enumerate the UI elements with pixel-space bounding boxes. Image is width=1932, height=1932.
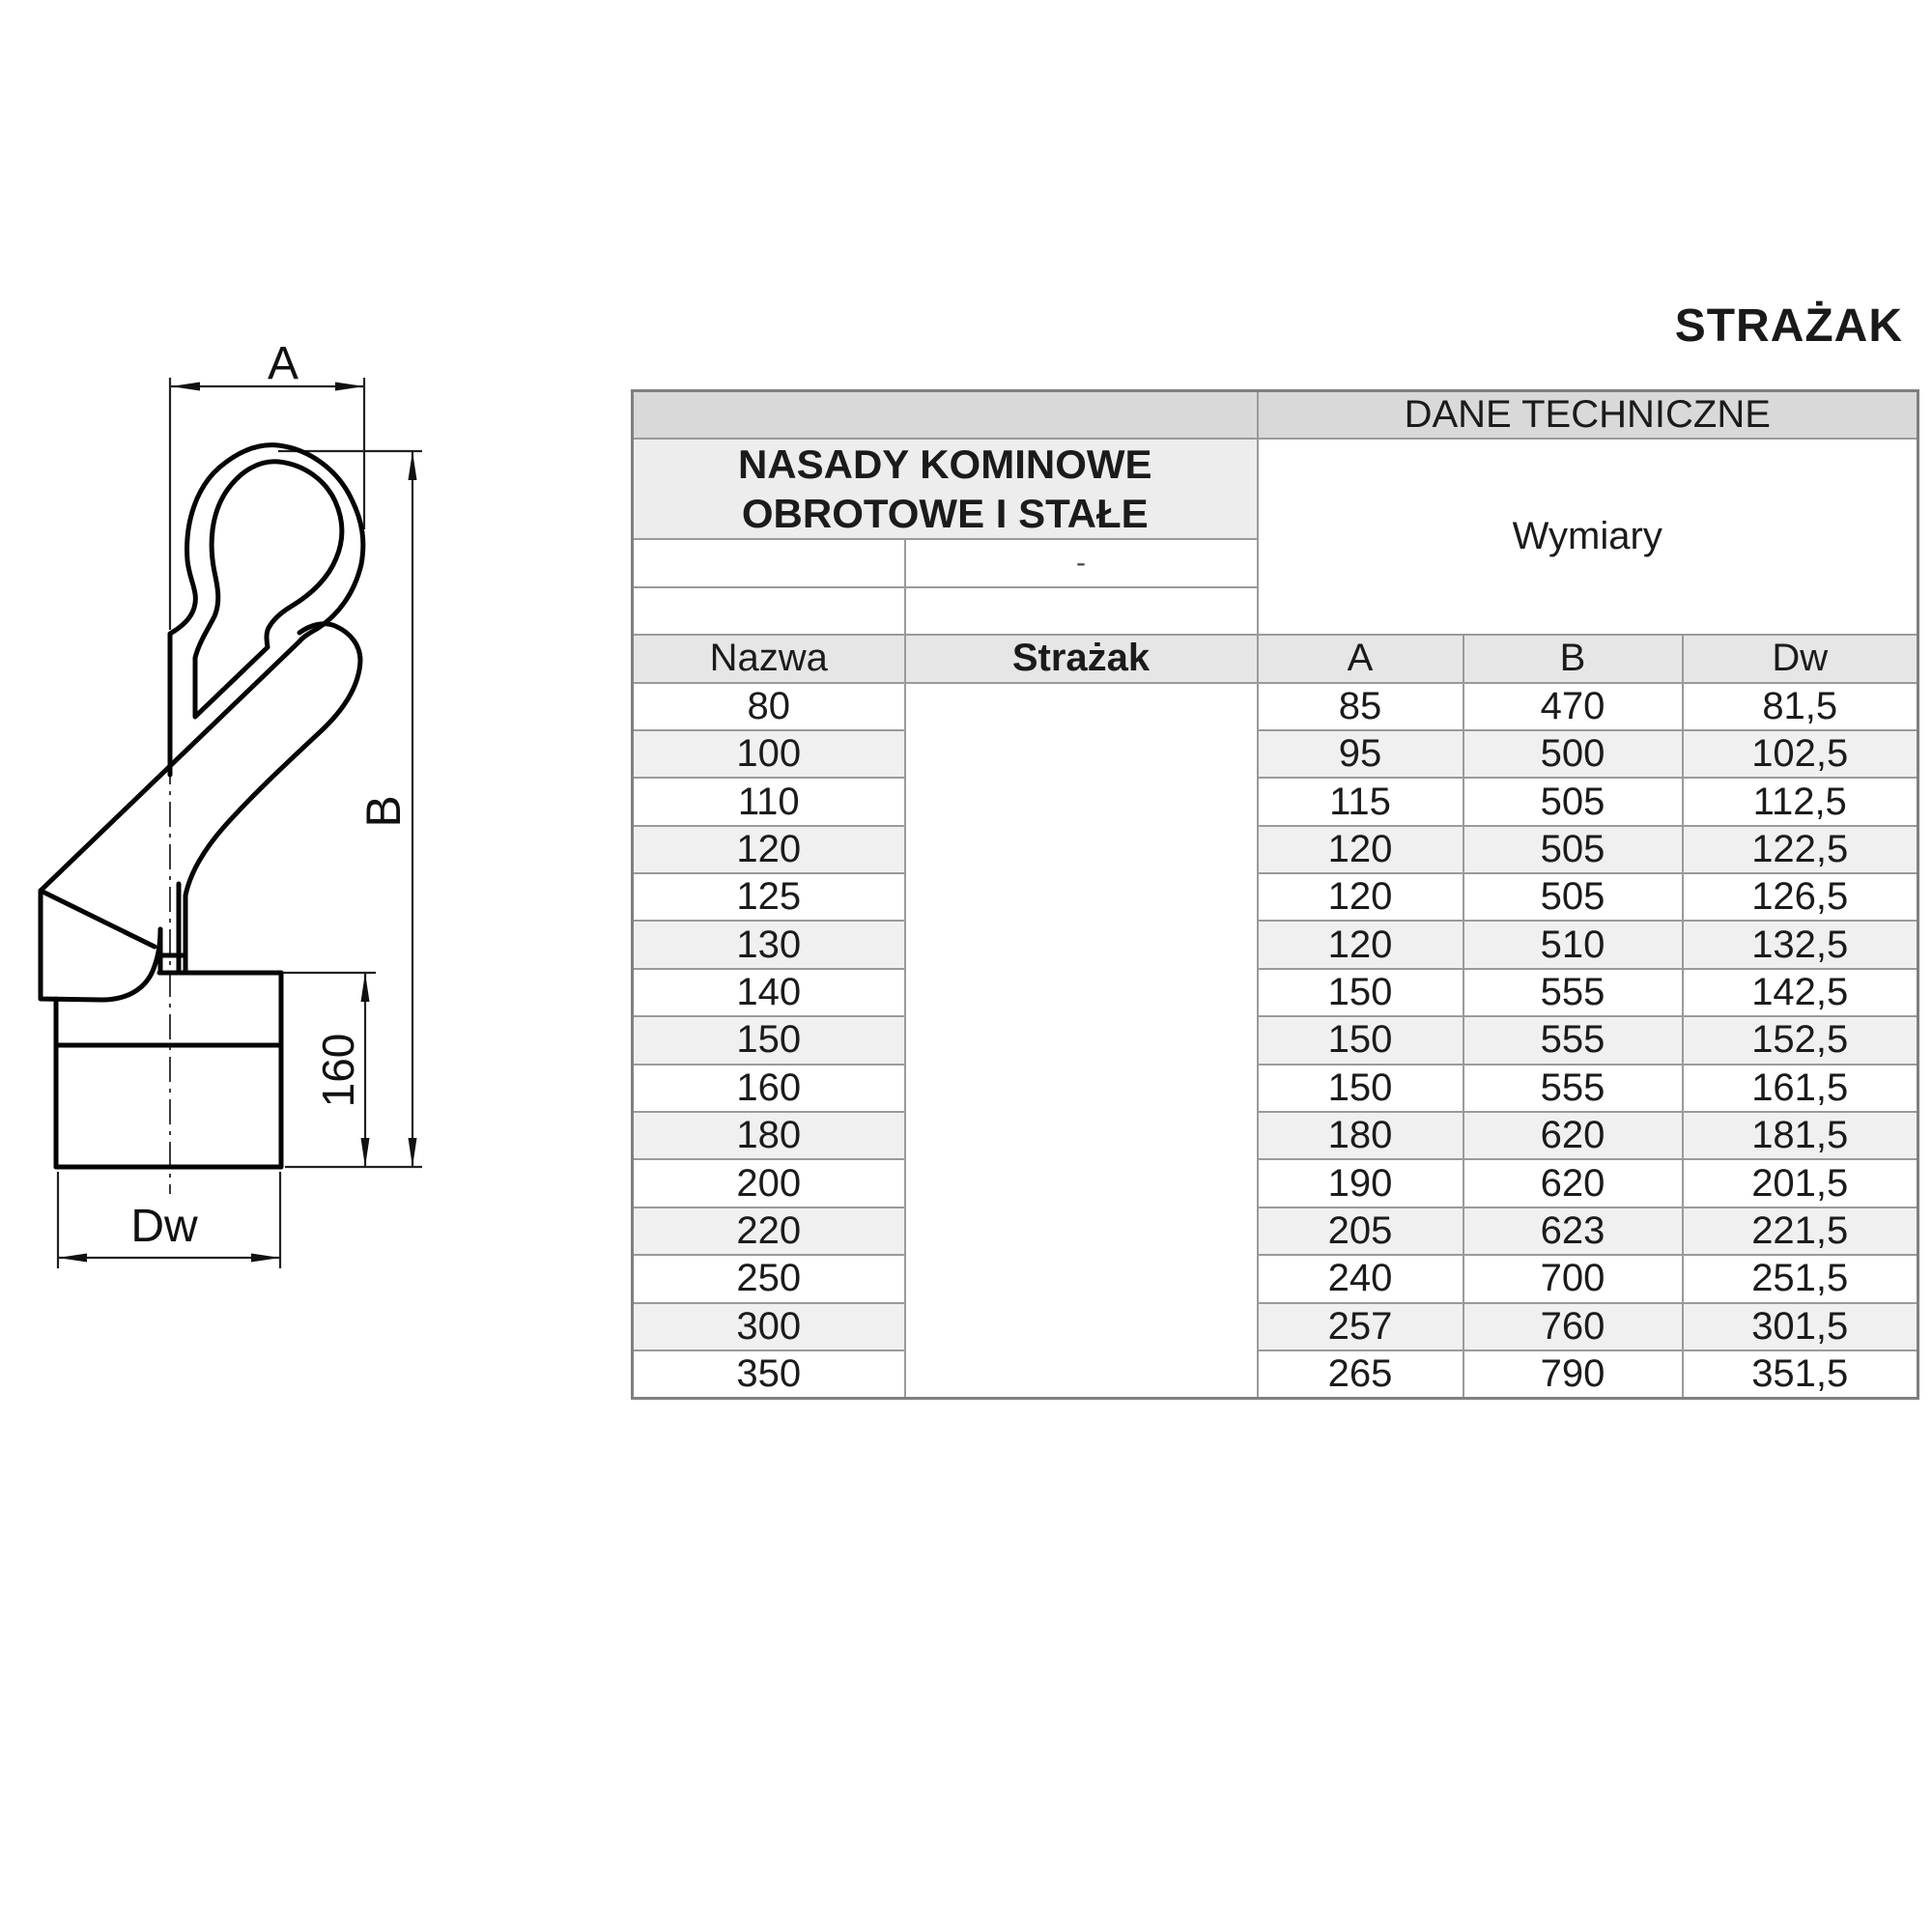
empty-cell xyxy=(905,587,1258,635)
cell-nazwa: 200 xyxy=(633,1159,905,1207)
cell-nazwa: 300 xyxy=(633,1303,905,1350)
cell-nazwa: 120 xyxy=(633,826,905,873)
cell-a: 240 xyxy=(1258,1255,1463,1302)
wymiary-cell: Wymiary xyxy=(1258,439,1918,635)
product-group-line1: NASADY KOMINOWE xyxy=(737,440,1152,487)
dash-cell: - xyxy=(905,539,1258,586)
table-row-group xyxy=(633,439,1918,539)
product-group-cell xyxy=(633,439,1258,539)
cell-b: 760 xyxy=(1463,1303,1683,1350)
cell-a: 257 xyxy=(1258,1303,1463,1350)
dane-techniczne-cell: DANE TECHNICZNE xyxy=(1258,391,1918,439)
cell-dw: 126,5 xyxy=(1683,873,1918,921)
dim-label-dw: Dw xyxy=(130,1201,198,1252)
col-header-nazwa: Nazwa xyxy=(633,635,905,682)
table-row xyxy=(633,730,1918,778)
cell-nazwa: 350 xyxy=(633,1350,905,1398)
cell-b: 790 xyxy=(1463,1350,1683,1398)
spec-table xyxy=(631,389,1919,1400)
dim-label-a: A xyxy=(267,338,299,389)
cell-b: 510 xyxy=(1463,921,1683,968)
cell-b: 500 xyxy=(1463,730,1683,778)
cell-a: 180 xyxy=(1258,1112,1463,1159)
cell-a: 205 xyxy=(1258,1208,1463,1255)
cell-dw: 132,5 xyxy=(1683,921,1918,968)
cell-nazwa: 250 xyxy=(633,1255,905,1302)
cell-dw: 251,5 xyxy=(1683,1255,1918,1302)
dim-label-160: 160 xyxy=(313,1033,363,1108)
cell-nazwa: 125 xyxy=(633,873,905,921)
cell-a: 85 xyxy=(1258,683,1463,730)
cell-a: 150 xyxy=(1258,1016,1463,1064)
cell-a: 190 xyxy=(1258,1159,1463,1207)
cell-nazwa: 180 xyxy=(633,1112,905,1159)
page-title: STRAŻAK xyxy=(1674,300,1903,352)
table-row xyxy=(633,1350,1918,1398)
cell-b: 620 xyxy=(1463,1159,1683,1207)
cell-dw: 301,5 xyxy=(1683,1303,1918,1350)
col-header-b: B xyxy=(1463,635,1683,682)
cell-nazwa: 160 xyxy=(633,1065,905,1112)
table-row xyxy=(633,921,1918,968)
table-row-colhead xyxy=(633,635,1918,682)
cell-nazwa: 140 xyxy=(633,969,905,1016)
cell-dw: 81,5 xyxy=(1683,683,1918,730)
cell-nazwa: 150 xyxy=(633,1016,905,1064)
table-row xyxy=(633,1303,1918,1350)
cell-a: 265 xyxy=(1258,1350,1463,1398)
cell-b: 623 xyxy=(1463,1208,1683,1255)
table-row xyxy=(633,1112,1918,1159)
table-row xyxy=(633,969,1918,1016)
table-row-top xyxy=(633,391,1918,439)
cell-a: 120 xyxy=(1258,826,1463,873)
cell-a: 150 xyxy=(1258,1065,1463,1112)
cell-dw: 142,5 xyxy=(1683,969,1918,1016)
cell-b: 505 xyxy=(1463,826,1683,873)
product-column-span-cell xyxy=(905,683,1258,1399)
cell-dw: 122,5 xyxy=(1683,826,1918,873)
cell-a: 115 xyxy=(1258,778,1463,825)
col-header-a: A xyxy=(1258,635,1463,682)
cell-nazwa: 130 xyxy=(633,921,905,968)
table-row xyxy=(633,1208,1918,1255)
cell-dw: 112,5 xyxy=(1683,778,1918,825)
cell-b: 555 xyxy=(1463,969,1683,1016)
table-row xyxy=(633,1016,1918,1064)
cell-b: 470 xyxy=(1463,683,1683,730)
empty-cell xyxy=(633,539,905,586)
cell-nazwa: 80 xyxy=(633,683,905,730)
table-row xyxy=(633,1159,1918,1207)
product-group-line2: OBROTOWE I STAŁE xyxy=(741,491,1149,537)
cell-dw: 161,5 xyxy=(1683,1065,1918,1112)
col-header-product: Strażak xyxy=(905,635,1258,682)
cell-b: 700 xyxy=(1463,1255,1683,1302)
table-row xyxy=(633,778,1918,825)
col-header-dw: Dw xyxy=(1683,635,1918,682)
cell-a: 120 xyxy=(1258,873,1463,921)
cell-b: 555 xyxy=(1463,1016,1683,1064)
table-data-rows xyxy=(633,683,1918,1399)
cell-nazwa: 220 xyxy=(633,1208,905,1255)
cell-a: 120 xyxy=(1258,921,1463,968)
table-row xyxy=(633,683,1918,730)
table-header-rows xyxy=(633,391,1918,683)
cell-dw: 351,5 xyxy=(1683,1350,1918,1398)
cell-a: 150 xyxy=(1258,969,1463,1016)
empty-cell xyxy=(633,587,905,635)
cell-dw: 181,5 xyxy=(1683,1112,1918,1159)
table-row xyxy=(633,1065,1918,1112)
cell-dw: 221,5 xyxy=(1683,1208,1918,1255)
table-row xyxy=(633,873,1918,921)
dim-label-b: B xyxy=(356,795,411,828)
cell-b: 505 xyxy=(1463,873,1683,921)
cell-a: 95 xyxy=(1258,730,1463,778)
top-left-empty-cell xyxy=(633,391,1258,439)
table-row xyxy=(633,826,1918,873)
cell-b: 505 xyxy=(1463,778,1683,825)
cell-nazwa: 110 xyxy=(633,778,905,825)
technical-drawing xyxy=(0,328,483,1304)
table-row xyxy=(633,1255,1918,1302)
cell-dw: 102,5 xyxy=(1683,730,1918,778)
cell-b: 555 xyxy=(1463,1065,1683,1112)
cell-dw: 201,5 xyxy=(1683,1159,1918,1207)
cell-dw: 152,5 xyxy=(1683,1016,1918,1064)
cell-b: 620 xyxy=(1463,1112,1683,1159)
cell-nazwa: 100 xyxy=(633,730,905,778)
